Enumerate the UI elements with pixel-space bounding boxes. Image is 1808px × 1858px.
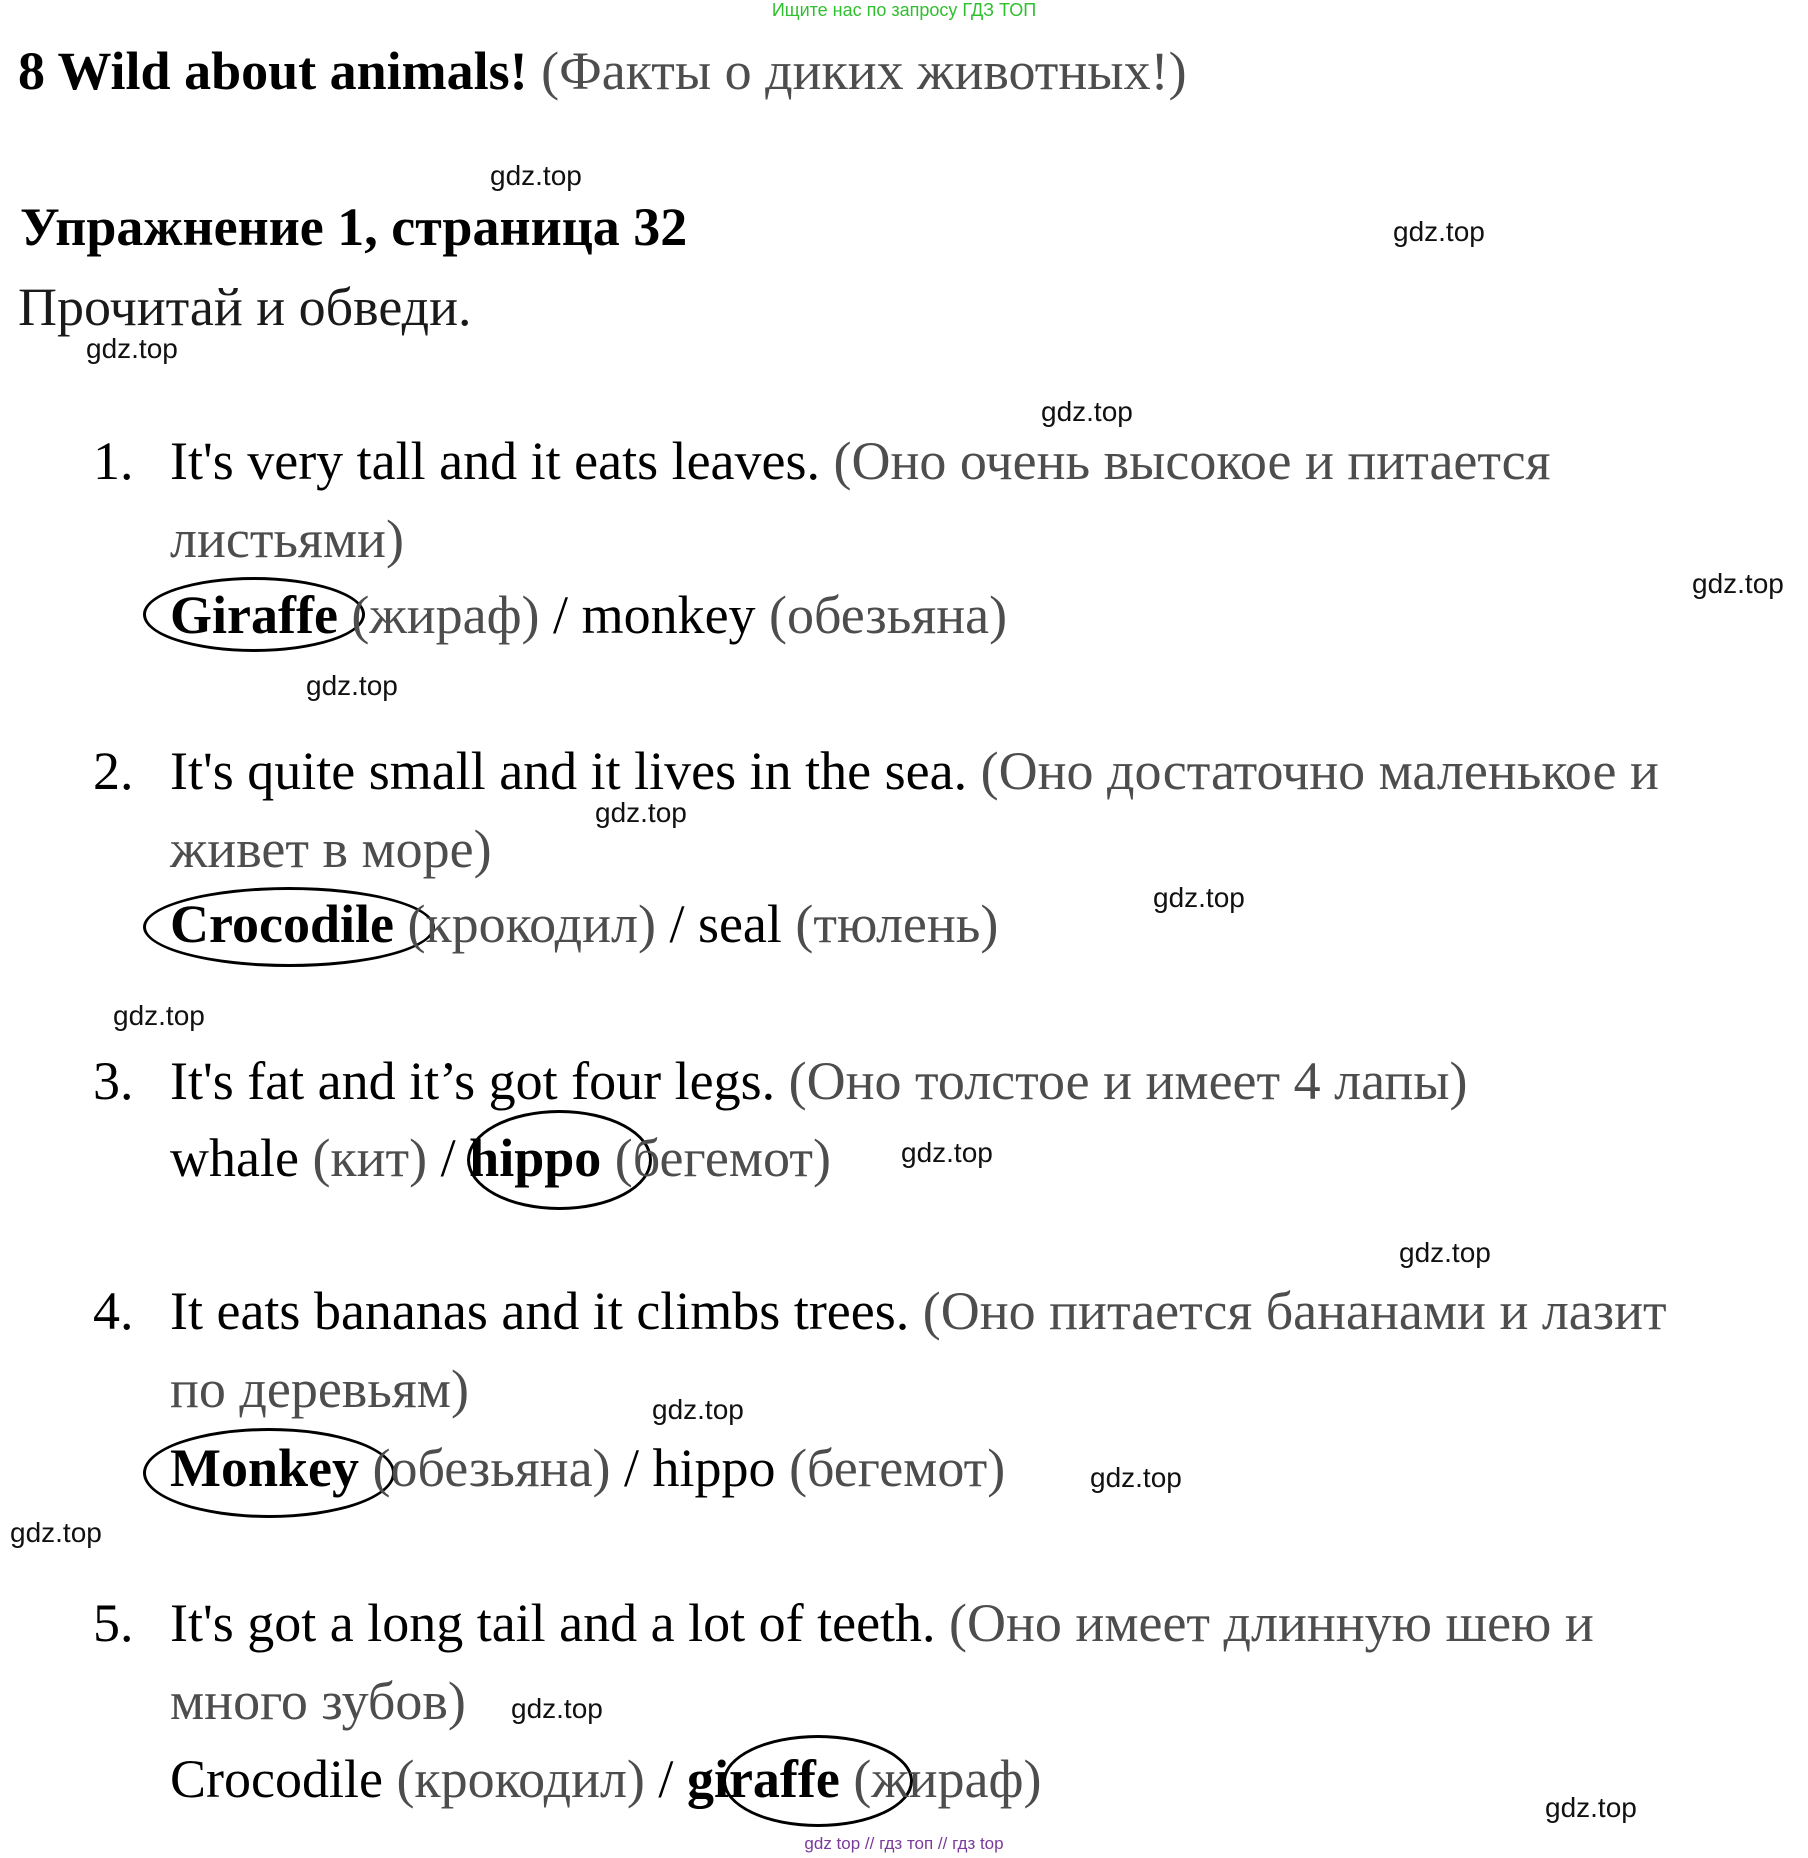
answer-options [170, 893, 998, 955]
chapter-title [18, 40, 1187, 102]
option-b-translation: (обезьяна) [769, 585, 1008, 645]
sentence-en: It eats bananas and it climbs trees. [170, 1281, 910, 1341]
answer-options [170, 1127, 831, 1189]
answer-options [170, 584, 1007, 646]
answer-options [170, 1437, 1005, 1499]
option-b-translation: (бегемот) [614, 1128, 831, 1188]
option-a[interactable]: whale [170, 1128, 299, 1188]
watermark: gdz.top [10, 1517, 102, 1548]
option-a[interactable]: Crocodile [170, 894, 394, 954]
sentence-ru: (Оно толстое и имеет 4 лапы) [788, 1051, 1468, 1111]
watermark: gdz.top [1399, 1237, 1491, 1268]
item-sentence [170, 1050, 1468, 1112]
option-a[interactable]: Giraffe [170, 585, 338, 645]
sentence-ru: (Оно имеет длинную шею и [949, 1593, 1594, 1653]
option-a[interactable]: Monkey [170, 1438, 359, 1498]
item-number: 3. [93, 1051, 134, 1111]
sentence-ru: (Оно очень высокое и питается [833, 431, 1551, 491]
option-separator: / [669, 894, 685, 954]
item-number: 1. [93, 431, 134, 491]
sentence-ru: (Оно достаточно маленькое и [980, 741, 1659, 801]
watermark: gdz.top [511, 1693, 603, 1724]
watermark: gdz.top [652, 1394, 744, 1425]
top-banner: Ищите нас по запросу ГДЗ ТОП [771, 0, 1037, 20]
item-sentence [170, 430, 1550, 492]
option-separator: / [440, 1128, 456, 1188]
option-a-translation: (крокодил) [396, 1749, 645, 1809]
watermark: gdz.top [901, 1137, 993, 1168]
bottom-banner: gdz top // гдз топ // гдз top [804, 1834, 1004, 1853]
watermark: gdz.top [595, 797, 687, 828]
option-a-translation: (жираф) [351, 585, 540, 645]
watermark: gdz.top [1090, 1462, 1182, 1493]
answer-options [170, 1748, 1041, 1810]
item-sentence-continued [170, 1670, 466, 1732]
chapter-title-ru: (Факты о диких животных!) [541, 41, 1187, 101]
option-b-translation: (жираф) [853, 1749, 1042, 1809]
item-number: 5. [93, 1593, 134, 1653]
option-a-translation: (кит) [312, 1128, 428, 1188]
chapter-title-en: 8 Wild about animals! [18, 41, 528, 101]
watermark: gdz.top [1393, 216, 1485, 247]
option-b[interactable]: monkey [581, 585, 756, 645]
option-b-translation: (тюлень) [795, 894, 999, 954]
sentence-en: It's very tall and it eats leaves. [170, 431, 821, 491]
sentence-ru: живет в море) [170, 819, 492, 879]
option-separator: / [624, 1438, 640, 1498]
watermark: gdz.top [490, 160, 582, 191]
sentence-ru: много зубов) [170, 1671, 466, 1731]
sentence-ru: по деревьям) [170, 1359, 469, 1419]
option-a-translation: (обезьяна) [372, 1438, 611, 1498]
option-b[interactable]: seal [697, 894, 782, 954]
watermark: gdz.top [1153, 882, 1245, 913]
sentence-en: It's got a long tail and a lot of teeth. [170, 1593, 936, 1653]
option-separator: / [658, 1749, 674, 1809]
item-sentence [170, 1592, 1594, 1654]
option-b-translation: (бегемот) [789, 1438, 1006, 1498]
watermark: gdz.top [1545, 1792, 1637, 1823]
sentence-ru: (Оно питается бананами и лазит [922, 1281, 1667, 1341]
item-sentence [170, 740, 1659, 802]
item-sentence-continued [170, 508, 404, 570]
item-number: 4. [93, 1281, 134, 1341]
watermark: gdz.top [113, 1000, 205, 1031]
item-sentence-continued [170, 1358, 469, 1420]
option-b[interactable]: hippo [652, 1438, 776, 1498]
sentence-ru: листьями) [170, 509, 404, 569]
item-sentence [170, 1280, 1667, 1342]
exercise-heading: Упражнение 1, страница 32 [20, 197, 688, 257]
option-a-translation: (крокодил) [407, 894, 656, 954]
item-sentence-continued [170, 818, 492, 880]
watermark: gdz.top [1041, 396, 1133, 427]
instruction: Прочитай и обведи. [18, 277, 472, 337]
option-b[interactable]: hippo [469, 1128, 602, 1188]
option-b[interactable]: giraffe [686, 1749, 840, 1809]
option-a[interactable]: Crocodile [170, 1749, 383, 1809]
watermark: gdz.top [306, 670, 398, 701]
watermark: gdz.top [1692, 568, 1784, 599]
sentence-en: It's quite small and it lives in the sea. [170, 741, 968, 801]
option-separator: / [553, 585, 569, 645]
sentence-en: It's fat and it’s got four legs. [170, 1051, 776, 1111]
watermark: gdz.top [86, 333, 178, 364]
item-number: 2. [93, 741, 134, 801]
